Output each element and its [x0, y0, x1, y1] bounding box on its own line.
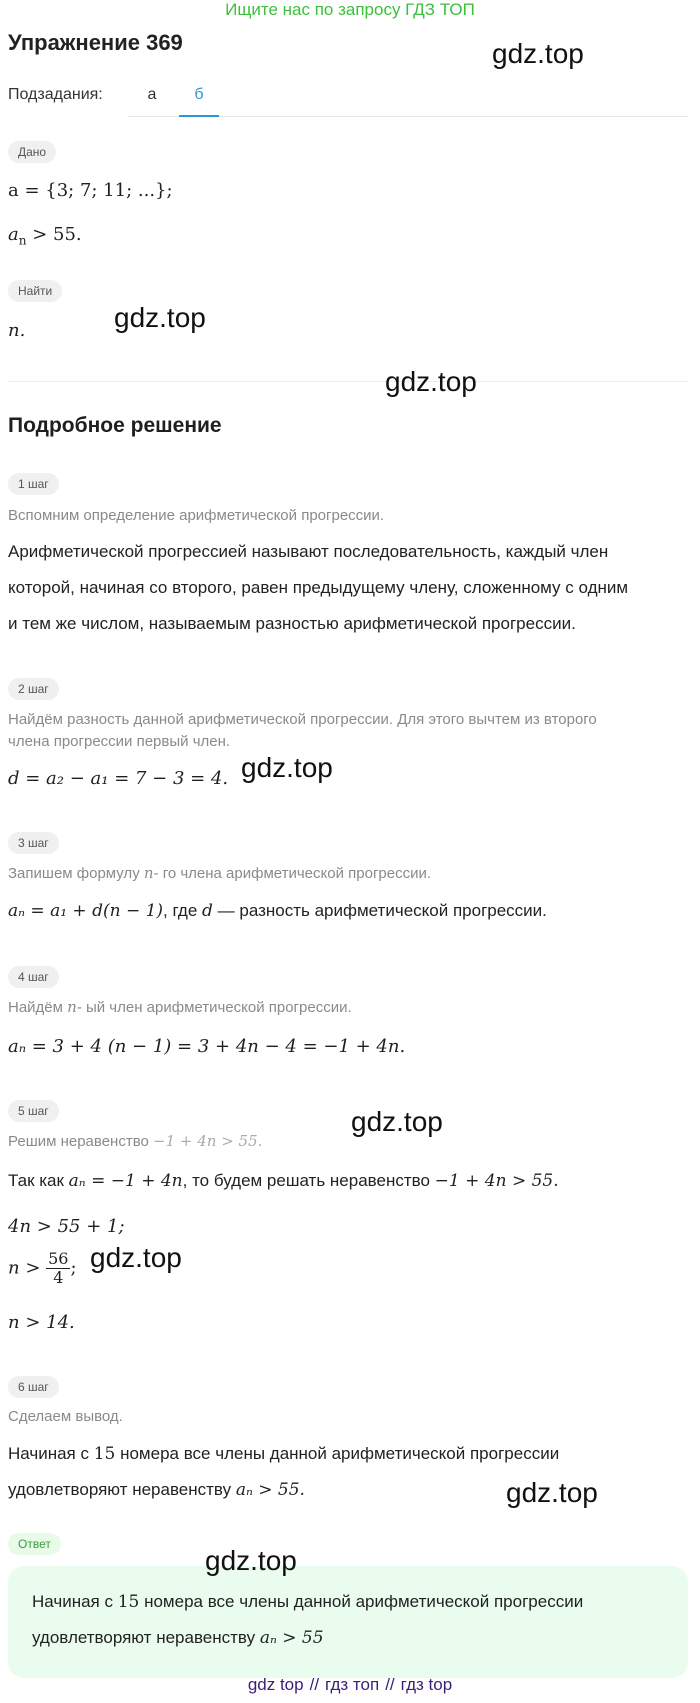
step-text	[8, 893, 698, 929]
footer-link-gdz-top[interactable]: gdz top	[247, 1675, 304, 1694]
step-hint	[8, 709, 688, 753]
watermark: gdz.top	[241, 752, 333, 783]
step-hint: Сделаем вывод.	[8, 1408, 123, 1425]
watermark: gdz.top	[385, 366, 477, 397]
find-section	[8, 280, 62, 302]
step-4	[8, 966, 59, 988]
given-var: a	[8, 224, 19, 245]
step-line: n > 14.	[8, 1312, 75, 1333]
solution-title: Подробное решение	[8, 414, 222, 437]
step-label: 2 шаг	[8, 678, 59, 700]
text-line: которой, начиная со второго, равен предыдущему члену, сложенному с одним	[8, 578, 629, 597]
step-hint	[8, 996, 688, 1019]
answer-box	[8, 1566, 688, 1678]
fraction	[46, 1250, 70, 1287]
given-sub: n	[18, 233, 27, 248]
answer-line	[32, 1584, 583, 1620]
answer-section	[8, 1533, 61, 1555]
hint-var: n	[67, 998, 77, 1016]
text-part: , то будем решать неравенство	[182, 1171, 435, 1190]
given-sequence: a = {3; 7; 11; ...};	[8, 180, 173, 201]
hint-text: Решим неравенство	[8, 1133, 153, 1150]
step-hint	[8, 862, 688, 885]
step-formula: aₙ = 3 + 4 (n − 1) = 3 + 4n − 4 = −1 + 4n.	[8, 1036, 406, 1057]
answer-label: Ответ	[8, 1533, 61, 1555]
text-part: Начиная с	[32, 1592, 118, 1611]
watermark: gdz.top	[90, 1242, 182, 1273]
step-line-fraction	[8, 1250, 77, 1287]
tab-subtask-b[interactable]: б	[179, 86, 219, 117]
given-condition	[8, 224, 82, 248]
step-5	[8, 1100, 59, 1122]
text-part: удовлетворяют неравенству	[32, 1628, 260, 1647]
hint-line: члена прогрессии первый член.	[8, 733, 231, 750]
watermark: gdz.top	[492, 38, 584, 69]
divider	[8, 381, 688, 382]
footer-links	[0, 1675, 700, 1695]
step-label: 5 шаг	[8, 1100, 59, 1122]
step-text	[8, 534, 698, 642]
footer-separator: //	[385, 1675, 395, 1694]
footer-link-gdz-top-ru[interactable]: гдз топ	[325, 1675, 380, 1694]
fraction-rhs: ;	[70, 1257, 77, 1279]
text-num: 15	[93, 1444, 116, 1464]
text-math: aₙ > 55	[259, 1628, 324, 1648]
top-banner[interactable]: Ищите нас по запросу ГДЗ ТОП	[225, 0, 475, 19]
text-line: Арифметической прогрессией называют последовательность, каждый член	[8, 542, 609, 561]
text-var: d	[202, 901, 213, 921]
tab-subtask-a[interactable]: а	[147, 86, 157, 103]
step-label: 6 шаг	[8, 1376, 59, 1398]
step-label: 4 шаг	[8, 966, 59, 988]
answer-line	[32, 1620, 583, 1656]
given-section	[8, 141, 56, 163]
exercise-title: Упражнение 369	[8, 30, 183, 55]
subtasks-label: Подзадания:	[8, 86, 103, 103]
hint-math: −1 + 4n > 55.	[153, 1132, 263, 1150]
text-part: , где	[163, 901, 203, 920]
footer-link-gdz-top-mixed[interactable]: гдз top	[400, 1675, 453, 1694]
step-formula: aₙ = a₁ + d(n − 1)	[8, 901, 164, 921]
step-hint: Вспомним определение арифметической прогрессии.	[8, 507, 385, 524]
given-rest: > 55.	[26, 224, 82, 245]
watermark: gdz.top	[351, 1106, 443, 1137]
hint-line: Найдём разность данной арифметической прогрессии. Для этого вычтем из второго	[8, 711, 597, 728]
text-part: удовлетворяют неравенству	[8, 1480, 236, 1499]
hint-text: Запишем формулу	[8, 865, 144, 882]
fraction-denominator: 4	[53, 1268, 64, 1287]
fraction-lhs: n >	[8, 1257, 47, 1279]
text-part: Начиная с	[8, 1444, 94, 1463]
text-part: — разность арифметической прогрессии.	[212, 901, 547, 920]
hint-var: n	[143, 864, 154, 882]
step-label: 3 шаг	[8, 832, 59, 854]
text-math: aₙ = −1 + 4n	[68, 1171, 183, 1191]
text-part: номера все члены данной арифметической прогрессии	[115, 1444, 560, 1463]
text-line	[8, 1436, 698, 1472]
watermark: gdz.top	[114, 302, 206, 333]
find-value: n.	[8, 320, 26, 341]
text-math: aₙ > 55.	[235, 1480, 305, 1500]
footer-separator: //	[309, 1675, 320, 1694]
step-line: 4n > 55 + 1;	[8, 1216, 125, 1237]
answer-text	[32, 1584, 583, 1656]
text-part: Так как	[8, 1171, 69, 1190]
subtasks-tabs	[128, 82, 688, 117]
text-part: номера все члены данной арифметической прогрессии	[139, 1592, 584, 1611]
watermark: gdz.top	[506, 1477, 598, 1508]
text-line: и тем же числом, называемым разностью арифметической прогрессии.	[8, 614, 576, 633]
step-text	[8, 1163, 698, 1199]
step-formula: d = a₂ − a₁ = 7 − 3 = 4.	[8, 768, 229, 789]
watermark: gdz.top	[205, 1545, 297, 1576]
step-3	[8, 832, 59, 854]
hint-text: - ый член арифметической прогрессии.	[76, 999, 352, 1016]
hint-text: Найдём	[8, 999, 68, 1016]
step-label: 1 шаг	[8, 473, 59, 495]
step-2	[8, 678, 59, 700]
step-1	[8, 473, 59, 495]
step-6	[8, 1376, 59, 1398]
text-math: −1 + 4n > 55.	[434, 1171, 559, 1191]
step-hint	[8, 1130, 688, 1153]
given-label: Дано	[8, 141, 56, 163]
text-num: 15	[117, 1592, 140, 1612]
find-label: Найти	[8, 280, 62, 302]
fraction-numerator: 56	[48, 1249, 69, 1268]
hint-text: - го члена арифметической прогрессии.	[153, 865, 432, 882]
